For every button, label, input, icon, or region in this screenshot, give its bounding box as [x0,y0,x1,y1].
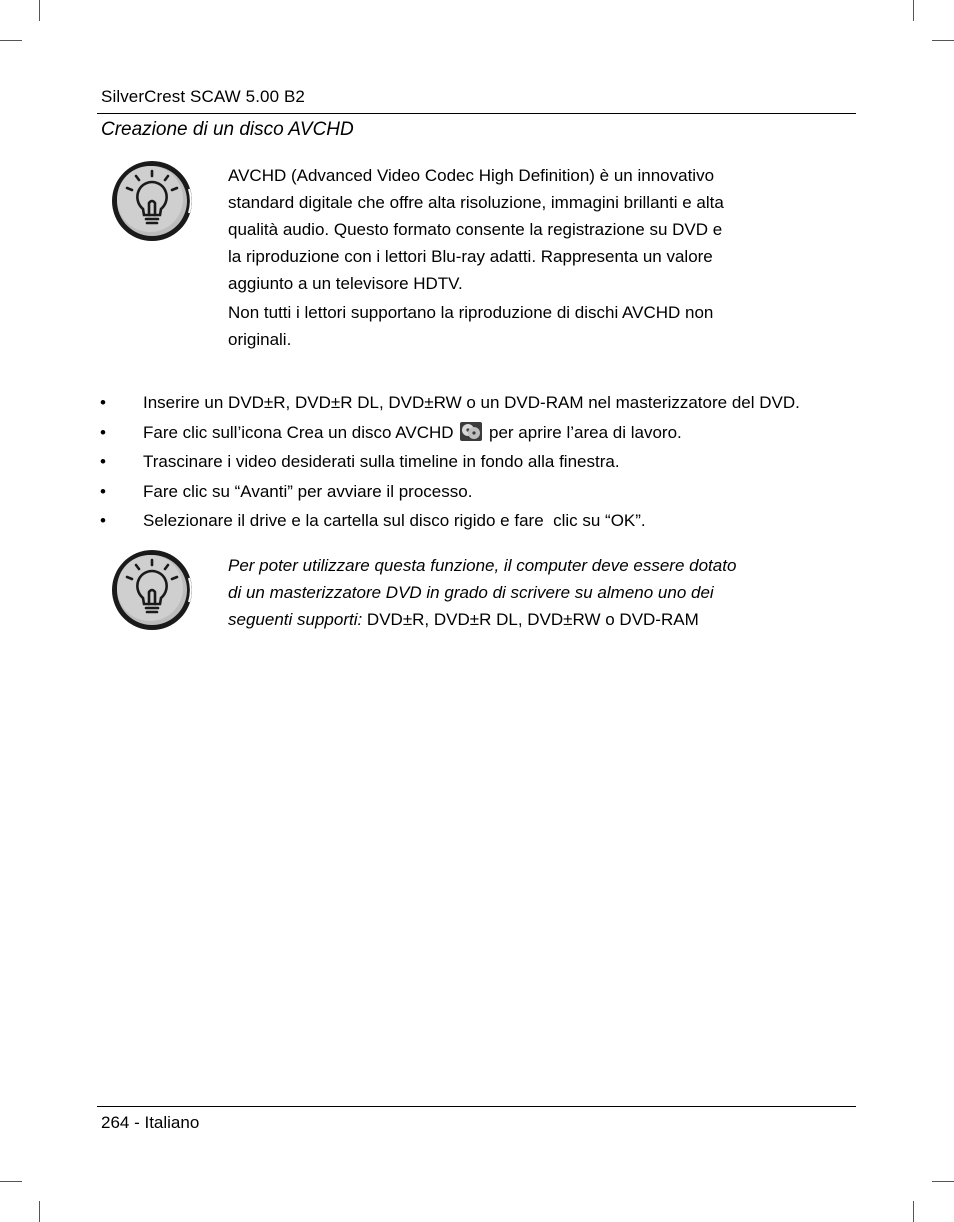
note-media-list: DVD±R, DVD±R DL, DVD±RW o DVD-RAM [362,610,699,629]
text-line: di un masterizzatore DVD in grado di scrivere su almeno uno dei [228,583,714,602]
text-line [228,606,788,633]
step-text: Selezionare il drive e la cartella sul disco rigido e fare clic su “OK”. [143,511,646,530]
step-text: Trascinare i video desiderati sulla timeline in fondo alla finestra. [143,452,620,471]
text-line: la riproduzione con i lettori Blu-ray adatti. Rappresenta un valore [228,247,713,266]
crop-mark [913,0,914,21]
bullet-icon: • [100,393,106,412]
lightbulb-icon [110,548,194,632]
text-line: qualità audio. Questo formato consente la registrazione su DVD e [228,220,723,239]
crop-mark [913,1201,914,1222]
step-text [143,418,682,448]
text-line: standard digitale che offre alta risoluzione, immagini brillanti e alta [228,193,724,212]
steps-list [97,388,857,536]
bullet-icon: • [100,481,106,501]
footer-divider [97,1106,856,1107]
list-item [97,477,857,507]
step-text: Fare clic su “Avanti” per avviare il processo. [143,481,473,501]
text-line: AVCHD (Advanced Video Codec High Definition) è un innovativo [228,166,715,185]
section-title: Creazione di un disco AVCHD [101,119,354,140]
step-text: Inserire un DVD±R, DVD±R DL, DVD±RW o un DVD-RAM nel masterizzatore del DVD. [143,393,800,412]
bullet-icon: • [100,422,106,442]
crop-mark [39,0,40,21]
header-product-name: SilverCrest SCAW 5.00 B2 [101,87,305,106]
crop-mark [932,1181,954,1182]
bullet-icon: • [100,452,106,471]
header-divider [97,113,856,114]
crop-mark [932,40,954,41]
text-line: Non tutti i lettori supportano la riproduzione di dischi AVCHD non [228,303,714,322]
crop-mark [0,40,22,41]
page-number: 264 - Italiano [101,1113,200,1132]
list-item [97,418,857,448]
step-text-after: per aprire l’area di lavoro. [489,422,682,442]
avchd-disc-icon [460,421,482,440]
list-item [97,447,857,477]
text-line: Per poter utilizzare questa funzione, il computer deve essere dotato [228,556,737,575]
tip-paragraph [228,162,788,353]
text-line: originali. [228,330,292,349]
lightbulb-icon [110,159,194,243]
bullet-icon: • [100,511,106,530]
note-italic-part: seguenti supporti: [228,610,363,629]
tip-note [228,552,788,633]
text-line: aggiunto a un televisore HDTV. [228,274,463,293]
list-item [97,506,857,536]
list-item [97,388,857,418]
crop-mark [0,1181,22,1182]
crop-mark [39,1201,40,1222]
step-text-before: Fare clic sull’icona Crea un disco AVCHD [143,422,454,442]
